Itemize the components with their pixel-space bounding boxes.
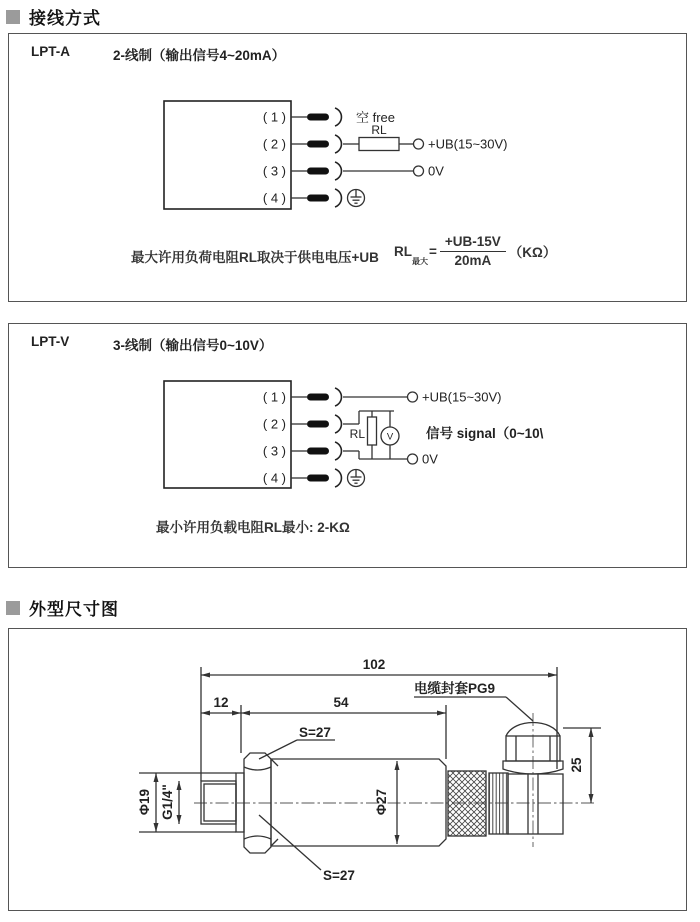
pin-label-4: ( 4 ) xyxy=(262,470,286,486)
pin2-connector-icon xyxy=(291,415,341,433)
dim-g14-label: G1/4" xyxy=(160,784,175,820)
rl-formula xyxy=(394,234,556,268)
formula-unit: （KΩ） xyxy=(508,245,557,261)
supply-branch xyxy=(343,390,502,405)
signal-label: 信号 signal（0~10\ xyxy=(426,426,544,441)
gland-label: 电缆封套PG9 xyxy=(414,681,496,696)
pin-label-3: ( 3 ) xyxy=(262,443,286,459)
pin4-connector-icon xyxy=(291,189,341,207)
dim-phi19 xyxy=(137,773,236,832)
wrench-size-callout-bottom xyxy=(259,815,355,883)
dim-54-label: 54 xyxy=(333,695,349,710)
formula-subscript: 最大 xyxy=(412,257,428,267)
resistor-symbol xyxy=(368,417,377,445)
pin3-connector-icon xyxy=(291,162,341,180)
rl-label: RL xyxy=(371,123,387,137)
pin2-connector-icon xyxy=(291,135,341,153)
s27-bottom-label: S=27 xyxy=(323,868,355,883)
wiring-section-header xyxy=(6,4,101,29)
formula-denominator: 20mA xyxy=(454,252,492,268)
formula-equals: = xyxy=(429,243,437,259)
dim-phi27-label: Φ27 xyxy=(374,788,389,816)
section-bullet-icon xyxy=(6,10,20,24)
dim-25-label: 25 xyxy=(569,757,584,773)
rl-label: RL xyxy=(349,427,365,441)
dims-section-title: 外型尺寸图 xyxy=(29,600,119,619)
gland-callout xyxy=(414,680,533,721)
pin-label-1: ( 1 ) xyxy=(262,109,286,125)
lptv-model: LPT-V xyxy=(31,334,70,349)
ribbed-ring xyxy=(489,773,508,834)
resistor-symbol xyxy=(359,138,399,151)
dim-102-label: 102 xyxy=(362,657,386,672)
connector-housing xyxy=(508,774,563,834)
voltmeter-label: V xyxy=(386,431,394,443)
lpta-panel xyxy=(8,33,687,302)
formula-fraction xyxy=(440,234,506,268)
dim-12 xyxy=(201,695,241,713)
dim-g14 xyxy=(160,781,179,824)
pin1-free-label: 空 free xyxy=(356,110,396,125)
main-body xyxy=(271,759,446,846)
pin3-connector-icon xyxy=(291,442,341,460)
dim-12-label: 12 xyxy=(213,695,229,710)
s27-top-label: S=27 xyxy=(299,725,331,740)
zero-label: 0V xyxy=(422,451,438,467)
lpta-subtitle: 2-线制（输出信号4~20mA） xyxy=(113,48,286,63)
ground-icon xyxy=(348,470,365,487)
dim-phi19-label: Φ19 xyxy=(137,788,152,816)
supply-terminal xyxy=(414,139,424,149)
dim-54 xyxy=(241,695,446,713)
zero-volt-branch xyxy=(343,164,444,179)
pin1-connector-icon xyxy=(291,108,341,126)
dimension-panel xyxy=(8,628,687,911)
zero-terminal xyxy=(414,166,424,176)
zero-terminal xyxy=(408,454,418,464)
lptv-panel xyxy=(8,323,687,568)
formula-lhs: RL xyxy=(394,243,412,259)
section-bullet-icon xyxy=(6,601,20,615)
dimension-drawing xyxy=(9,629,685,909)
lpta-model: LPT-A xyxy=(31,44,70,59)
pin-label-1: ( 1 ) xyxy=(262,389,286,405)
dim-phi27 xyxy=(374,761,397,844)
lpta-note: 最大许用负荷电阻RL取决于供电电压+UB xyxy=(131,250,379,265)
load-resistor-branch xyxy=(343,123,508,152)
supply-label: +UB(15~30V) xyxy=(428,136,508,152)
dim-25 xyxy=(563,728,601,803)
supply-terminal xyxy=(408,392,418,402)
pin4-connector-icon xyxy=(291,469,341,487)
supply-label: +UB(15~30V) xyxy=(422,389,502,405)
zero-label: 0V xyxy=(428,163,444,179)
knurled-ring xyxy=(448,771,486,836)
pin1-connector-icon xyxy=(291,388,341,406)
dim-102 xyxy=(201,657,557,675)
thread-collar xyxy=(236,773,244,832)
pin-label-3: ( 3 ) xyxy=(262,163,286,179)
lptv-note: 最小许用负载电阻RL最小: 2-KΩ xyxy=(156,520,350,535)
pin-label-2: ( 2 ) xyxy=(262,416,286,432)
formula-numerator: +UB-15V xyxy=(440,234,506,252)
ground-icon xyxy=(348,190,365,207)
thread-stub xyxy=(201,781,236,824)
lptv-subtitle: 3-线制（输出信号0~10V） xyxy=(113,338,273,353)
load-network xyxy=(343,411,438,467)
dims-section-header xyxy=(6,595,119,620)
pin-label-4: ( 4 ) xyxy=(262,190,286,206)
pin-label-2: ( 2 ) xyxy=(262,136,286,152)
wrench-size-callout-top xyxy=(259,725,335,759)
wiring-section-title: 接线方式 xyxy=(29,9,101,28)
